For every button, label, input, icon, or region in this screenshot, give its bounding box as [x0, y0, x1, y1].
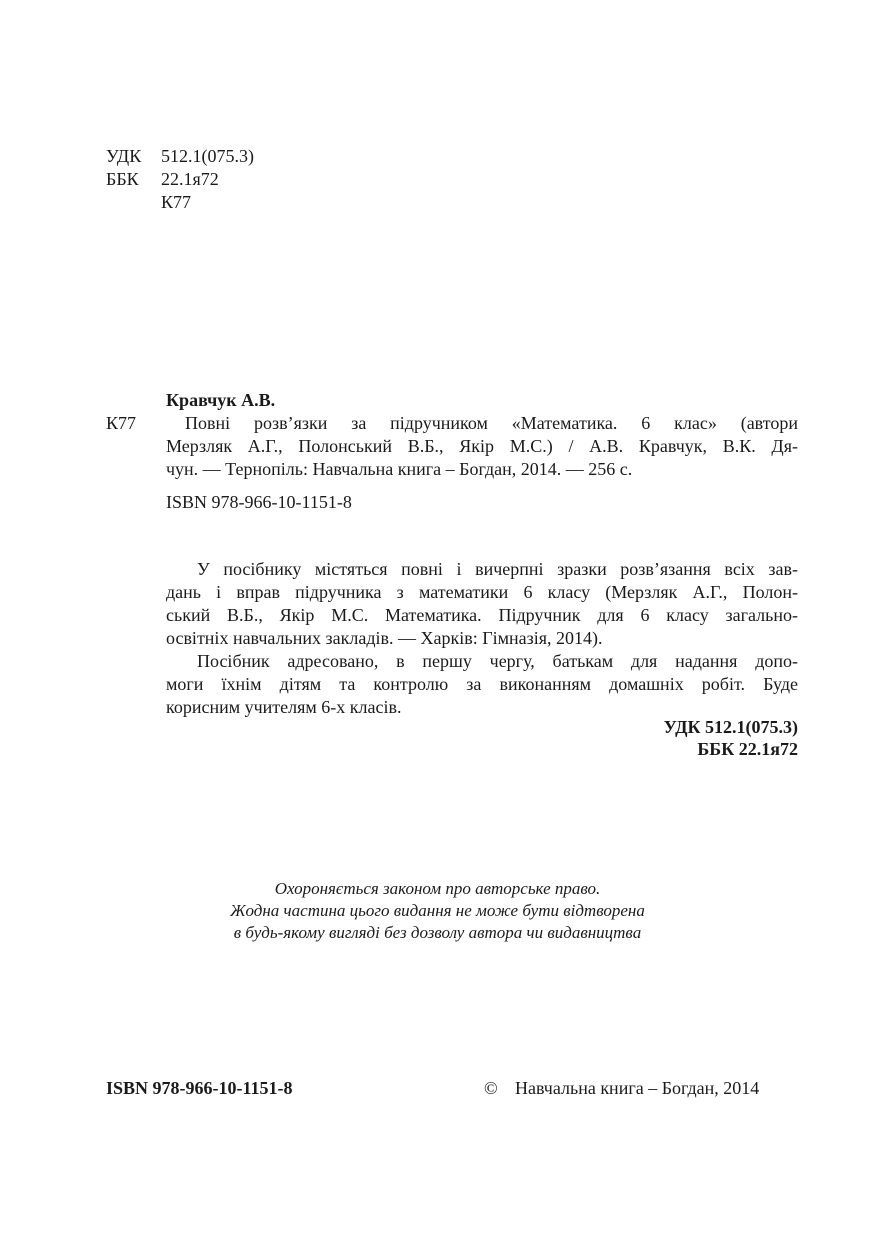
annotation-line: моги їхнім дітям та контролю за виконанням домашніх робіт. Буде — [166, 674, 798, 694]
annotation-line: ський В.Б., Якір М.С. Математика. Підручник для 6 класу загально- — [166, 605, 798, 625]
author-sign: К77 — [161, 192, 192, 212]
annotation-classification — [664, 716, 798, 760]
biblio-isbn: ISBN 978-966-10-1151-8 — [166, 492, 352, 512]
author-name: Кравчук А.В. — [166, 390, 276, 410]
author-sign-margin: К77 — [106, 413, 137, 433]
copyright-symbol: © — [484, 1078, 498, 1098]
annotation-line: У посібнику містяться повні і вичерпні зразки розв’язання всіх зав- — [197, 559, 798, 579]
biblio-line: Мерзляк А.Г., Полонський В.Б., Якір М.С.) / А.В. Кравчук, В.К. Дя- — [166, 436, 798, 456]
copyright-notice-line: в будь-якому вигляді без дозволу автора чи видавництва — [233, 923, 642, 942]
annotation-line: корисним учителям 6-х класів. — [166, 697, 402, 717]
annotation-line: дань і вправ підручника з математики 6 класу (Мерзляк А.Г., Полон- — [166, 582, 798, 602]
copyright-notice-line: Жодна частина цього видання не може бути відтворена — [230, 901, 645, 920]
annotation-line: Посібник адресовано, в першу чергу, батькам для надання допо- — [197, 651, 798, 671]
udk-label: УДК — [106, 146, 142, 166]
annotation-bbk: ББК 22.1я72 — [697, 739, 798, 759]
copyright-notice-line: Охороняється законом про авторське право. — [274, 879, 601, 898]
biblio-line: чун. — Тернопіль: Навчальна книга – Богдан, 2014. — 256 с. — [166, 459, 633, 479]
udk-value: 512.1(075.3) — [161, 146, 254, 166]
footer-isbn: ISBN 978-966-10-1151-8 — [106, 1078, 293, 1098]
biblio-line: Повні розв’язки за підручником «Математика. 6 клас» (автори — [185, 413, 798, 433]
copyright-notice — [0, 878, 875, 944]
bbk-label: ББК — [106, 169, 139, 189]
footer-publisher: Навчальна книга – Богдан, 2014 — [515, 1078, 760, 1098]
bbk-value: 22.1я72 — [161, 169, 219, 189]
annotation-udk: УДК 512.1(075.3) — [663, 717, 798, 737]
annotation-line: освітніх навчальних закладів. — Харків: Гімназія, 2014). — [166, 628, 603, 648]
